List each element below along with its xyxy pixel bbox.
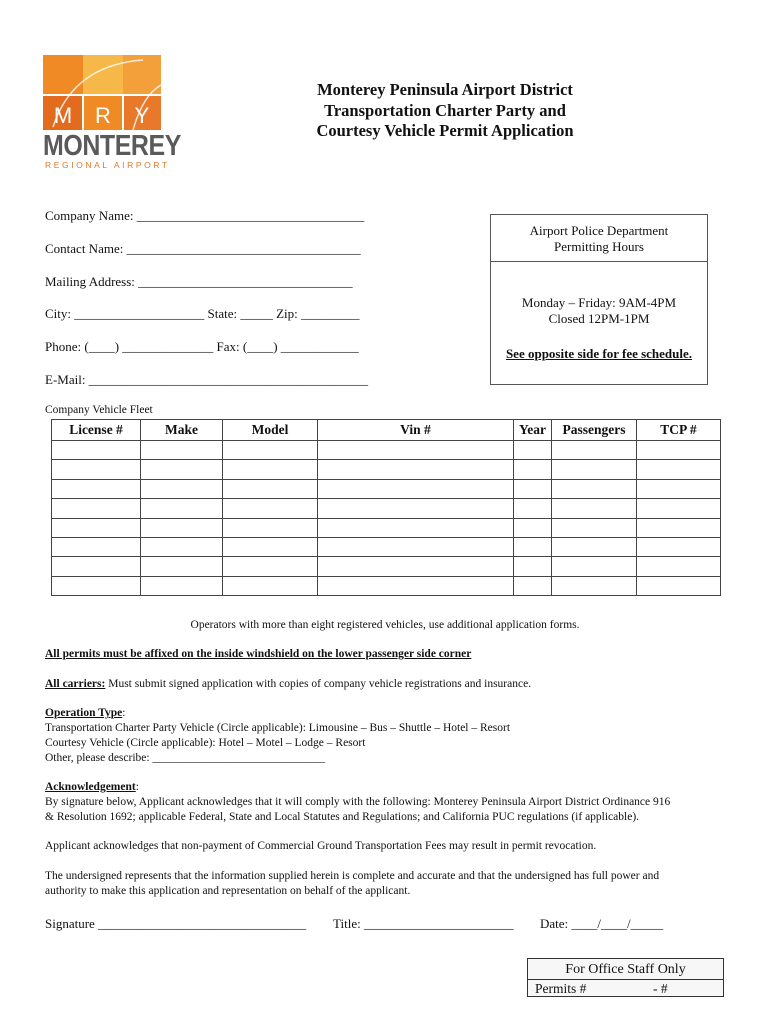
carriers-text: Must submit signed application with copies of company vehicle registrations and insurance. <box>105 678 532 690</box>
col-tcp: TCP # <box>637 420 721 441</box>
operation-type-label: Operation Type <box>45 707 123 719</box>
table-cell[interactable] <box>637 518 721 537</box>
courtesy-vehicle-options[interactable]: Courtesy Vehicle (Circle applicable): Hotel – Motel – Lodge – Resort <box>45 737 366 749</box>
table-cell[interactable] <box>223 499 318 518</box>
operation-type-section <box>45 706 735 766</box>
logo-letter-m: M <box>53 103 73 128</box>
table-header-row <box>52 420 721 441</box>
table-cell[interactable] <box>552 441 637 460</box>
table-cell[interactable] <box>637 537 721 556</box>
table-cell[interactable] <box>514 479 552 498</box>
nonpayment-note: Applicant acknowledges that non-payment of Commercial Ground Transportation Fees may result in permit revocation. <box>45 840 597 852</box>
date-field[interactable]: Date: ____/____/_____ <box>540 916 664 931</box>
permitting-hours-label: Permitting Hours <box>554 239 644 254</box>
title-line-3: Courtesy Vehicle Permit Application <box>316 121 574 140</box>
fee-schedule-note: See opposite side for fee schedule. <box>505 346 693 361</box>
windshield-note: All permits must be affixed on the inside windshield on the lower passenger side corner <box>45 648 472 660</box>
table-row <box>52 479 721 498</box>
table-cell[interactable] <box>52 441 141 460</box>
carriers-note <box>45 677 735 692</box>
phone-fax-field[interactable]: Phone: (____) ______________ Fax: (____) ____________ <box>45 339 359 354</box>
table-cell[interactable] <box>637 460 721 479</box>
table-cell[interactable] <box>223 518 318 537</box>
ack-line-2: & Resolution 1692; applicable Federal, State and Local Statutes and Regulations; and California PUC regulations (if applicable). <box>45 811 640 823</box>
police-dept: Airport Police Department <box>529 223 669 238</box>
col-model: Model <box>223 420 318 441</box>
logo-letter-y: Y <box>134 103 150 128</box>
company-name-field[interactable]: Company Name: ___________________________________ <box>45 208 365 223</box>
col-vin: Vin # <box>318 420 514 441</box>
acknowledgement-section <box>45 780 735 825</box>
mailing-address-field[interactable]: Mailing Address: _________________________________ <box>45 274 353 289</box>
table-cell[interactable] <box>141 576 223 595</box>
title-line-1: Monterey Peninsula Airport District <box>317 80 573 99</box>
table-cell[interactable] <box>223 537 318 556</box>
office-header: For Office Staff Only <box>528 959 723 980</box>
table-cell[interactable] <box>318 441 514 460</box>
table-row <box>52 441 721 460</box>
table-cell[interactable] <box>637 479 721 498</box>
table-cell[interactable] <box>552 557 637 576</box>
other-describe-field[interactable]: Other, please describe: ______________________________ <box>45 752 325 764</box>
table-cell[interactable] <box>223 576 318 595</box>
table-row <box>52 460 721 479</box>
acknowledgement-label: Acknowledgement <box>45 781 136 793</box>
table-cell[interactable] <box>52 479 141 498</box>
table-cell[interactable] <box>141 479 223 498</box>
ack-colon: : <box>135 781 139 793</box>
carriers-label: All carriers: <box>45 678 106 690</box>
table-cell[interactable] <box>318 537 514 556</box>
table-cell[interactable] <box>637 576 721 595</box>
table-cell[interactable] <box>223 479 318 498</box>
col-passengers: Passengers <box>552 420 637 441</box>
permits-number-field[interactable]: - # <box>653 981 668 996</box>
col-make: Make <box>141 420 223 441</box>
table-cell[interactable] <box>514 576 552 595</box>
col-license: License # <box>52 420 141 441</box>
table-row <box>52 576 721 595</box>
permits-label: Permits # <box>535 981 587 996</box>
vehicle-fleet-table <box>51 419 721 596</box>
ack-line-1: By signature below, Applicant acknowledges that it will comply with the following: Monterey Peninsula Airport District Ordinance 916 <box>45 796 671 808</box>
operation-colon: : <box>122 707 126 719</box>
table-cell[interactable] <box>318 460 514 479</box>
table-cell[interactable] <box>514 499 552 518</box>
city-state-zip-field[interactable]: City: ____________________ State: _____ Zip: _________ <box>45 306 360 321</box>
hours-text <box>491 295 707 327</box>
represent-line-2: authority to make this application and representation on behalf of the applicant. <box>45 885 411 897</box>
table-cell[interactable] <box>552 537 637 556</box>
form-title <box>260 80 630 142</box>
table-cell[interactable] <box>141 441 223 460</box>
table-cell[interactable] <box>318 518 514 537</box>
police-header <box>491 215 707 262</box>
table-cell[interactable] <box>141 499 223 518</box>
email-field[interactable]: E-Mail: ___________________________________________ <box>45 372 369 387</box>
table-cell[interactable] <box>514 518 552 537</box>
table-cell[interactable] <box>552 479 637 498</box>
table-cell[interactable] <box>637 499 721 518</box>
table-cell[interactable] <box>52 537 141 556</box>
table-cell[interactable] <box>552 499 637 518</box>
hours-weekday: Monday – Friday: 9AM-4PM <box>521 295 677 310</box>
table-cell[interactable] <box>514 441 552 460</box>
table-cell[interactable] <box>318 557 514 576</box>
table-cell[interactable] <box>318 499 514 518</box>
table-cell[interactable] <box>223 441 318 460</box>
airport-logo <box>43 55 181 175</box>
table-cell[interactable] <box>637 441 721 460</box>
fleet-caption: Company Vehicle Fleet <box>45 404 153 416</box>
table-cell[interactable] <box>223 460 318 479</box>
table-cell[interactable] <box>52 518 141 537</box>
charter-party-options[interactable]: Transportation Charter Party Vehicle (Circle applicable): Limousine – Bus – Shuttle – Hotel – Resort <box>45 722 511 734</box>
logo-word: MONTEREY <box>43 130 181 162</box>
police-hours-box <box>490 214 708 385</box>
logo-subtitle: REGIONAL AIRPORT <box>45 160 170 170</box>
table-cell[interactable] <box>141 518 223 537</box>
table-row <box>52 499 721 518</box>
operators-note: Operators with more than eight registered vehicles, use additional application forms. <box>190 619 580 631</box>
table-cell[interactable] <box>514 557 552 576</box>
signature-field[interactable]: Signature ________________________________ <box>45 916 307 931</box>
title-line-2: Transportation Charter Party and <box>324 100 566 120</box>
logo-graphic <box>43 55 161 130</box>
table-cell[interactable] <box>52 460 141 479</box>
table-cell[interactable] <box>318 576 514 595</box>
table-cell[interactable] <box>514 537 552 556</box>
contact-name-field[interactable]: Contact Name: ____________________________________ <box>45 241 361 256</box>
table-cell[interactable] <box>318 479 514 498</box>
table-cell[interactable] <box>141 460 223 479</box>
title-field[interactable]: Title: _______________________ <box>333 916 514 931</box>
table-cell[interactable] <box>552 460 637 479</box>
table-cell[interactable] <box>52 557 141 576</box>
table-cell[interactable] <box>637 557 721 576</box>
representation-note <box>45 869 735 899</box>
logo-letter-r: R <box>95 103 111 128</box>
table-cell[interactable] <box>52 499 141 518</box>
table-cell[interactable] <box>141 557 223 576</box>
office-use-box <box>527 958 724 997</box>
table-row <box>52 518 721 537</box>
represent-line-1: The undersigned represents that the information supplied herein is complete and accurate and that the undersigned has full power and <box>45 870 660 882</box>
table-cell[interactable] <box>141 537 223 556</box>
table-cell[interactable] <box>552 576 637 595</box>
col-year: Year <box>514 420 552 441</box>
table-row <box>52 537 721 556</box>
table-cell[interactable] <box>552 518 637 537</box>
table-row <box>52 557 721 576</box>
hours-closed: Closed 12PM-1PM <box>548 311 650 326</box>
table-cell[interactable] <box>52 576 141 595</box>
table-cell[interactable] <box>514 460 552 479</box>
table-cell[interactable] <box>223 557 318 576</box>
